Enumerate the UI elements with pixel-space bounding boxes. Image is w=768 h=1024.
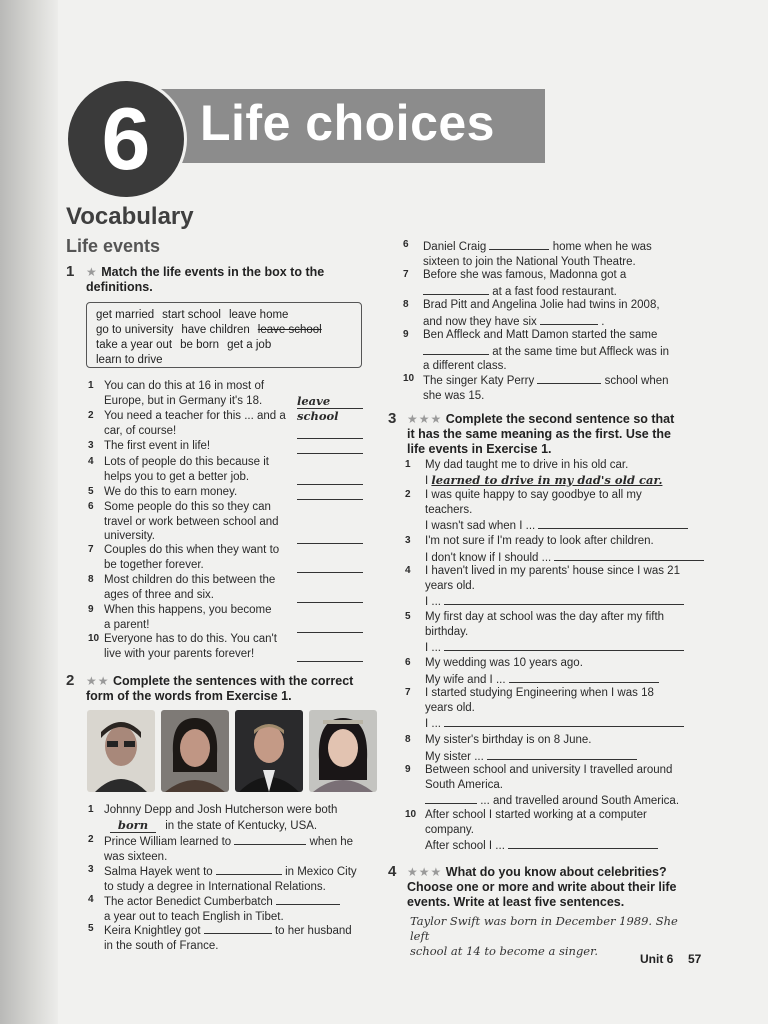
exercise-4-number: 4 [388, 863, 397, 880]
photo-johnny-depp [87, 710, 155, 792]
section-subheading: Life events [66, 236, 161, 256]
answer-line[interactable] [538, 517, 688, 529]
answer-line[interactable] [444, 593, 684, 605]
answer-line[interactable] [444, 639, 684, 651]
photo-katy-perry [309, 710, 377, 792]
answer-line[interactable] [297, 588, 363, 603]
exercise-1-number: 1 [66, 263, 75, 280]
answer-line[interactable]: leave school [297, 394, 363, 409]
difficulty-stars: ★★★ [407, 412, 443, 426]
difficulty-stars: ★ [86, 265, 98, 279]
page-number: 57 [688, 952, 702, 966]
exercise-3-instruction: ★★★ Complete the second sentence so that it has the same meaning as the first. Use the life events in Exercise 1. [407, 412, 675, 456]
photo-daniel-craig [235, 710, 303, 792]
exercise-3-number: 3 [388, 410, 397, 427]
footer-unit: Unit 6 [640, 952, 674, 966]
model-answer: Taylor Swift was born in December 1989. She left school at 14 to become a singer. [410, 914, 678, 958]
answer-line[interactable] [297, 439, 363, 454]
answer-line[interactable]: learned to drive in my dad's old car. [431, 472, 663, 487]
exercise-4-instruction: ★★★ What do you know about celebrities? Choose one or more and write about their life events. Write at least five sentences. [407, 865, 677, 909]
answer-line[interactable] [444, 715, 684, 727]
unit-title: Life choices [200, 95, 495, 151]
difficulty-stars: ★★ [86, 674, 110, 688]
answer-line[interactable] [487, 748, 637, 760]
answer-line[interactable] [297, 424, 363, 439]
answer-line[interactable] [297, 618, 363, 633]
answer-line[interactable] [297, 470, 363, 485]
book-spine-shadow [0, 0, 58, 1024]
exercise-2-instruction: ★★ Complete the sentences with the correct form of the words from Exercise 1. [86, 674, 354, 703]
exercise-1-instruction: ★ Match the life events in the box to the definitions. [86, 265, 325, 294]
answer-line[interactable] [297, 647, 363, 662]
answer-line[interactable] [554, 549, 704, 561]
difficulty-stars: ★★★ [407, 865, 443, 879]
answer-line[interactable] [297, 558, 363, 573]
exercise-2-number: 2 [66, 672, 75, 689]
unit-number: 6 [101, 89, 151, 188]
answer-line[interactable] [509, 671, 659, 683]
photo-salma-hayek [161, 710, 229, 792]
answer-line[interactable] [297, 485, 363, 500]
answer-line[interactable] [508, 837, 658, 849]
section-heading: Vocabulary [66, 203, 194, 230]
answer-line[interactable] [425, 792, 477, 804]
answer-line[interactable] [297, 529, 363, 544]
word-box: get married start school leave home go to university have children leave school take a year out be born get a job learn to drive [86, 302, 362, 368]
